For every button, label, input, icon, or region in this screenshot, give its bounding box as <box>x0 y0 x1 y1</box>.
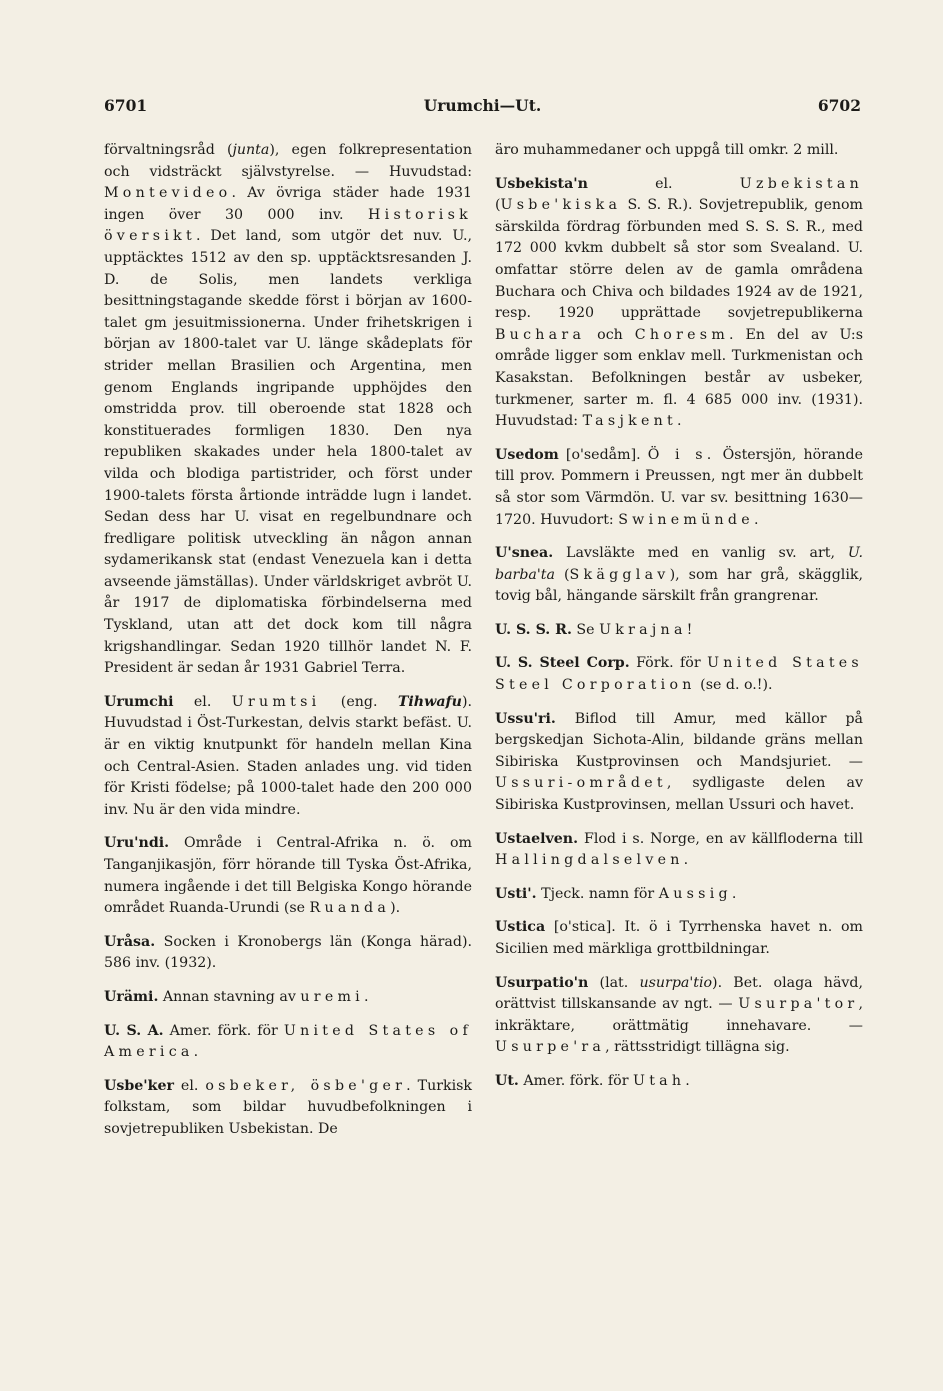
entry-urundi: Uru'ndi. Område i Central-Afrika n. ö. om Tanganjikasjön, förr hörande till Tyska Öst-Afrika, numera ingående i det till Belgiska Kongo hörande området Ruanda-Urundi (se Ruanda). <box>104 835 472 917</box>
entry-urumchi: Urumchi el. Urumtsi (eng. Tihwafu). Huvudstad i Öst-Turkestan, delvis starkt befäst. U. är en viktig knutpunkt för handeln mellan Kina och Central-Asien. Staden anlades ung. vid tiden för Kristi födelse; på 1000-talet hade den 200 000 inv. Nu är den vida mindre. <box>104 693 472 818</box>
running-title: Urumchi—Ut. <box>423 96 542 115</box>
page-number-right: 6702 <box>817 96 861 115</box>
entry-usedom: Usedom [o'sedåm]. Ö i s. Östersjön, hörande till prov. Pommern i Preussen, ngt mer än dubbelt så stor som Värmdön. U. var sv. besittning 1630—1720. Huvudort: Swinemünde. <box>495 446 863 528</box>
headword: U. S. Steel Corp. <box>495 655 630 672</box>
headword: Uru'ndi. <box>104 835 170 852</box>
headword: Ustaelven. <box>495 830 579 847</box>
headword: Usbe'ker <box>104 1077 174 1094</box>
entry-usnea: U'snea. Lavsläkte med en vanlig sv. art, U. barba'ta (Skägglav), som har grå, skägglik, tovig bål, hängande särskilt från grangrenar. <box>495 545 863 605</box>
entry-urasa: Uråsa. Socken i Kronobergs län (Konga härad). 586 inv. (1932). <box>104 933 472 972</box>
entry-usbeker-continued: äro muhammedaner och uppgå till omkr. 2 mill. <box>495 142 839 158</box>
headword: Usbekista'n <box>495 175 588 192</box>
headword: Usedom <box>495 446 559 463</box>
entry-ustaelven: Ustaelven. Flod i s. Norge, en av källfloderna till Hallingdalselven. <box>495 830 863 869</box>
headword: Uråsa. <box>104 933 156 950</box>
headword: Ut. <box>495 1072 519 1089</box>
headword: U'snea. <box>495 545 554 562</box>
entry-usti: Usti'. Tjeck. namn för Aussig. <box>495 885 737 902</box>
page-number-left: 6701 <box>104 96 148 115</box>
entry-usurpatio: Usurpatio'n (lat. usurpa'tio). Bet. olaga hävd, orättvist tillskansande av ngt. — Usurpa'tor, inkräktare, orättmätig innehavare. — Usurpe'ra, rättsstridigt tillägna sig. <box>495 974 864 1056</box>
headword: Usurpatio'n <box>495 974 589 991</box>
headword: Ustica <box>495 919 546 936</box>
right-column <box>495 140 863 1105</box>
left-column <box>104 140 472 1153</box>
entry-ussr: U. S. S. R. Se Ukrajna! <box>495 621 693 638</box>
entry-uruguay-continued: förvaltningsråd (junta), egen folkrepresentation och vidsträckt självstyrelse. — Huvudstad: Montevideo. Av övriga städer hade 1931 ingen över 30 000 inv. Historisk översikt. Det land, som utgör det nuv. U., upptäcktes 1512 av den sp. upptäcktsresanden J. D. de Solis, men landets verkliga besittningstagande skedde först i början av 1600-talet gm jesuitmissionerna. Under frihetskrigen i början av 1800-talet var U. länge skådeplats för strider mellan Brasilien och Argentina, men genom Englands ingripande upphöjdes den omstridda prov. till oberoende stat 1828 och konstituerades formligen 1830. Den nya republiken skakades under hela 1800-talet av vilda och blodiga partistrider, och först under 1900-talets första årtionde inträdde lugn i landet. Sedan dess har U. visat en regelbundnare och fredligare politisk utveckling än någon annan sydamerikansk stat (endast Venezuela kan i detta avseende jämställas). Under världskriget avbröt U. år 1917 de diplomatiska förbindelserna med Tyskland, utan att det dock kom till några krigshandlingar. Sedan 1920 tillhör landet N. F. President är sedan år 1931 Gabriel Terra. <box>104 142 472 677</box>
headword: Ussu'ri. <box>495 710 556 727</box>
entry-ut: Ut. Amer. förk. för Utah. <box>495 1072 690 1089</box>
page-header <box>104 96 861 122</box>
entry-urami: Urämi. Annan stavning av uremi. <box>104 988 369 1005</box>
headword: Urämi. <box>104 988 159 1005</box>
entry-us-steel: U. S. Steel Corp. Förk. för United States Steel Corporation (se d. o.!). <box>495 655 863 694</box>
entry-usbeker: Usbe'ker el. osbeker, ösbe'ger. Turkisk folkstam, som bildar huvudbefolkningen i sovjetrepubliken Usbekistan. De <box>104 1077 472 1137</box>
headword: U. S. S. R. <box>495 621 572 638</box>
entry-usbekistan: Usbekista'n el. Uzbekistan (Usbe'kiska S. S. R.). Sovjetrepublik, genom särskilda fördrag förbunden med S. S. S. R., med 172 000 kvkm dubbelt så stor som Svealand. U. omfattar större delen av de gamla områdena Buchara och Chiva och bildades 1924 av de 1921, resp. 1920 upprättade sovjetrepublikerna Buchara och Choresm. En del av U:s område ligger som enklav mell. Turkmenistan och Kasakstan. Befolkningen består av usbeker, turkmener, sarter m. fl. 4 685 000 inv. (1931). Huvudstad: Tasjkent. <box>495 175 863 430</box>
headword: U. S. A. <box>104 1022 164 1039</box>
headword: Urumchi <box>104 693 174 710</box>
entry-ussuri: Ussu'ri. Biflod till Amur, med källor på bergskedjan Sichota-Alin, bildande gräns mellan Sibiriska Kustprovinsen och Mandsjuriet. — Ussuri-området, sydligaste delen av Sibiriska Kustprovinsen, mellan Ussuri och havet. <box>495 710 863 814</box>
headword: Usti'. <box>495 885 537 902</box>
entry-usa: U. S. A. Amer. förk. för United States of America. <box>104 1022 472 1061</box>
entry-ustica: Ustica [o'stica]. It. ö i Tyrrhenska havet n. om Sicilien med märkliga grottbildningar. <box>495 919 863 957</box>
